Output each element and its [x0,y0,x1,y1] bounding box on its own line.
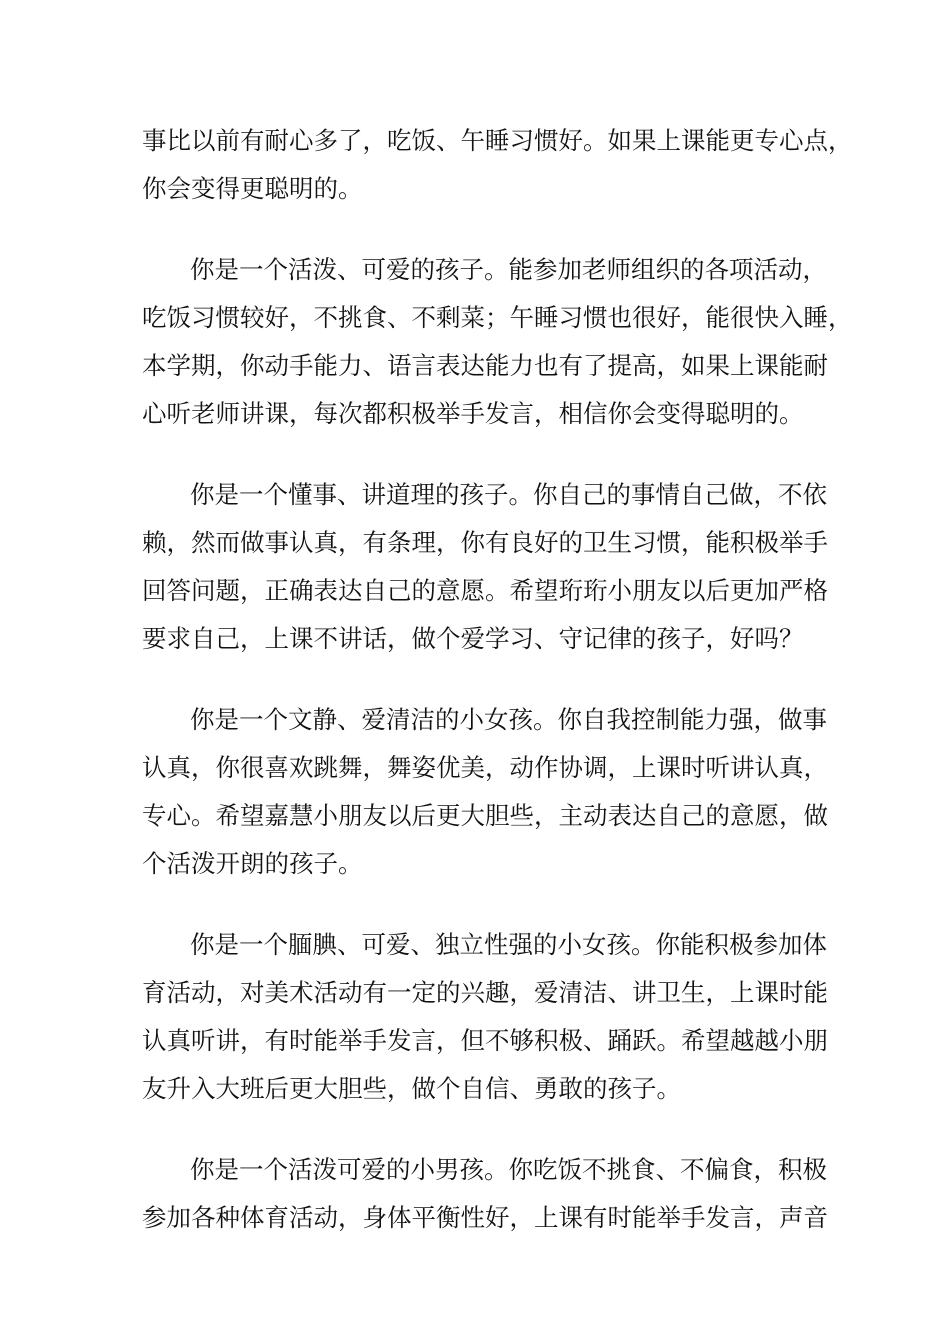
paragraph-line: 回答问题，正确表达自己的意愿。希望珩珩小朋友以后更加严格 [142,576,828,605]
paragraph-line: 你是一个活泼、可爱的孩子。能参加老师组织的各项活动， [190,255,827,284]
paragraph-line: 心听老师讲课，每次都积极举手发言，相信你会变得聪明的。 [142,399,804,428]
paragraph-line: 认真，你很喜欢跳舞，舞姿优美，动作协调，上课时听讲认真， [142,753,828,782]
paragraph-line: 参加各种体育活动，身体平衡性好，上课有时能举手发言，声音 [142,1203,828,1232]
paragraph-line: 个活泼开朗的孩子。 [142,849,363,878]
paragraph-line: 认真听讲，有时能举手发言，但不够积极、踊跃。希望越越小朋 [142,1026,828,1055]
paragraph-line: 专心。希望嘉慧小朋友以后更大胆些，主动表达自己的意愿，做 [142,801,828,830]
paragraph-line: 你是一个文静、爱清洁的小女孩。你自我控制能力强，做事 [190,705,827,734]
paragraph-line: 友升入大班后更大胆些，做个自信、勇敢的孩子。 [142,1074,681,1103]
paragraph-line: 赖，然而做事认真，有条理，你有良好的卫生习惯，能积极举手 [142,528,828,557]
paragraph-line: 你是一个活泼可爱的小男孩。你吃饭不挑食、不偏食，积极 [190,1155,827,1184]
paragraph-line: 育活动，对美术活动有一定的兴趣，爱清洁、讲卫生，上课时能 [142,978,828,1007]
paragraph-line: 你是一个腼腆、可爱、独立性强的小女孩。你能积极参加体 [190,930,827,959]
paragraph-line: 吃饭习惯较好，不挑食、不剩菜；午睡习惯也很好，能很快入睡， [142,303,853,332]
paragraph-line: 你会变得更聪明的。 [142,174,363,203]
paragraph-line: 要求自己，上课不讲话，做个爱学习、守记律的孩子，好吗？ [142,624,804,653]
paragraph-line: 你是一个懂事、讲道理的孩子。你自己的事情自己做，不依 [190,480,827,509]
paragraph-line: 本学期，你动手能力、语言表达能力也有了提高，如果上课能耐 [142,351,828,380]
paragraph-line: 事比以前有耐心多了，吃饭、午睡习惯好。如果上课能更专心点， [142,126,853,155]
